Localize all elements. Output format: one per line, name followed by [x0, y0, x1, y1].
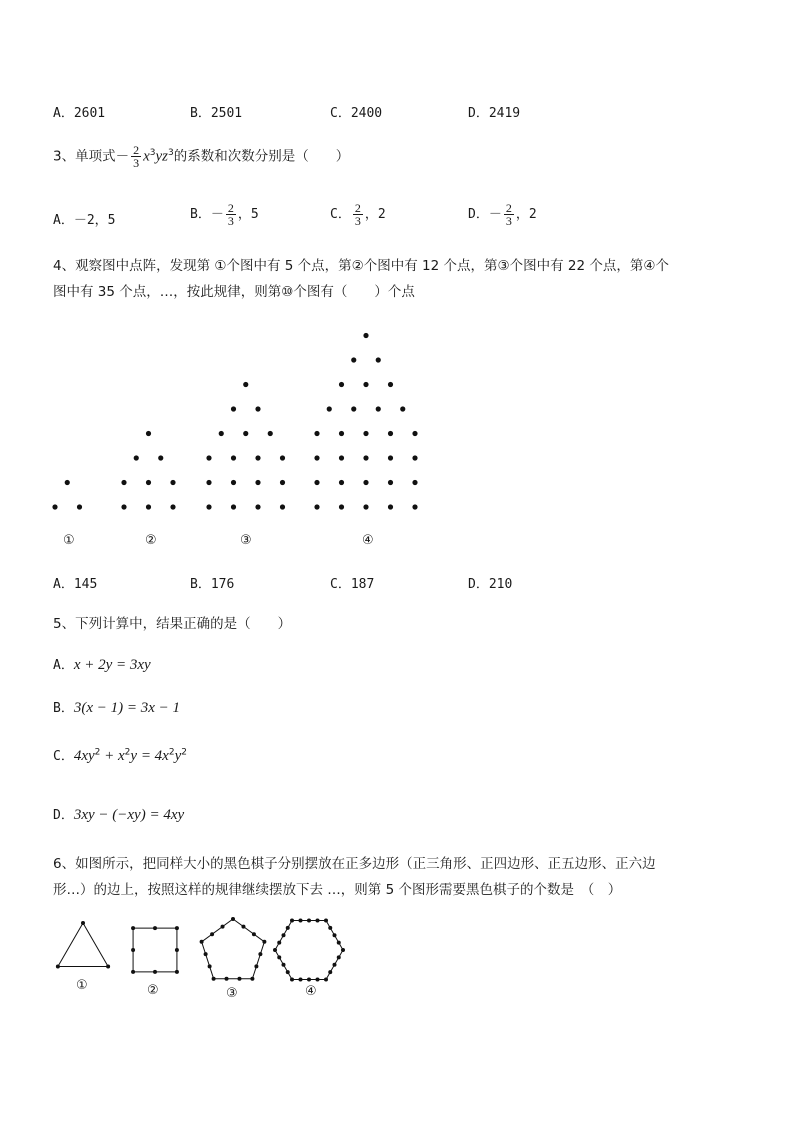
q5-option-c-expr-a: 4xy	[73, 748, 95, 764]
stone	[333, 963, 337, 967]
stone	[282, 963, 286, 967]
q6-polygon-2	[131, 926, 179, 974]
stone	[328, 926, 332, 930]
q6-polygon-3	[200, 917, 267, 981]
stone	[316, 919, 320, 923]
q6-polygon-4	[273, 919, 345, 982]
stone	[307, 977, 311, 981]
stone	[241, 925, 245, 929]
q4-stem-line1: 4、观察图中点阵，发现第 ①个图中有 5 个点，第②个图中有 12 个点，第③个图中有 22 个点，第④个	[53, 258, 669, 274]
q3-option-b-label: B．－	[190, 207, 224, 222]
q3-option-d-tail: ，2	[515, 207, 537, 222]
q5-option-b-expr: 3(x − 1) = 3x − 1	[73, 700, 180, 716]
polygon-outline	[275, 921, 343, 980]
stone	[175, 970, 179, 974]
q3-var-z: z	[162, 148, 169, 165]
q5-option-c-expr-c: y = 4x	[130, 748, 169, 764]
q4-option-b: B．176	[190, 577, 235, 592]
q4-option-d: D．210	[468, 577, 513, 592]
q5-option-c-label: C．	[53, 749, 74, 764]
q4-figure-label-1: ①	[63, 533, 75, 548]
q3-option-d-label: D．－	[468, 207, 502, 222]
q5-option-c-expr-d: y	[174, 748, 182, 764]
stone	[254, 964, 258, 968]
stone	[258, 952, 262, 956]
stone	[204, 952, 208, 956]
stone	[307, 919, 311, 923]
stone	[299, 977, 303, 981]
q3-exp-x: 3	[149, 148, 156, 158]
stone	[290, 977, 294, 981]
q4-stem-line2: 图中有 35 个点，…，按此规律，则第⑩个图有（ ）个点	[53, 284, 415, 300]
q3-option-b-tail: ，5	[237, 207, 259, 222]
stone	[210, 932, 214, 936]
q3-option-a: A．－2，5	[53, 213, 116, 228]
q3-exp-z: 3	[168, 148, 174, 158]
stone	[286, 970, 290, 974]
q2-option-a: A．2601	[53, 106, 106, 121]
q5-option-d-expr: 3xy − (−xy) = 4xy	[73, 807, 185, 823]
q6-figure-label-2: ②	[147, 983, 159, 998]
stone	[337, 941, 341, 945]
q3-frac-num: 2	[133, 143, 140, 157]
stone	[273, 948, 277, 952]
stone	[175, 948, 179, 952]
stone	[316, 977, 320, 981]
stone	[221, 925, 225, 929]
q4-option-a: A．145	[53, 577, 98, 592]
q5-option-c-exp1: 2	[94, 747, 101, 758]
q5-option-d-label: D．	[53, 808, 74, 823]
stone	[131, 970, 135, 974]
stone	[250, 977, 254, 981]
q5-option-c-exp4: 2	[181, 747, 187, 758]
polygon-outline	[133, 928, 177, 972]
q3-prefix: 3、单项式	[53, 148, 116, 165]
q4-figure-label-4: ④	[362, 533, 374, 548]
stone	[333, 933, 337, 937]
stone	[324, 919, 328, 923]
stone	[337, 955, 341, 959]
q3-option-c-den: 3	[354, 214, 361, 228]
q3-option-c-label: C．	[330, 207, 351, 222]
stone	[81, 921, 85, 925]
stone	[286, 926, 290, 930]
q3-option-b-den: 3	[227, 214, 234, 228]
q3-option-c-num: 2	[354, 201, 361, 215]
q3-option-d-num: 2	[505, 201, 512, 215]
stone	[153, 926, 157, 930]
q6-figure-label-3: ③	[226, 986, 238, 1001]
stone	[277, 941, 281, 945]
stone	[290, 919, 294, 923]
q6-figure-label-1: ①	[76, 978, 88, 993]
stone	[262, 940, 266, 944]
stone	[175, 926, 179, 930]
polygon-outline	[58, 923, 108, 967]
stone	[328, 970, 332, 974]
q4-option-c: C．187	[330, 577, 375, 592]
q5-option-a-label: A．	[53, 658, 74, 673]
q2-option-b: B．2501	[190, 106, 243, 121]
stone	[282, 933, 286, 937]
q5-option-c-exp3: 2	[168, 747, 175, 758]
q5-option-c-expr-b: + x	[100, 748, 125, 764]
q3-var-y: y	[155, 148, 163, 165]
stone	[212, 977, 216, 981]
q3-minus: －	[115, 148, 130, 165]
q5-stem: 5、下列计算中，结果正确的是（ ）	[53, 616, 292, 632]
q6-stem-line1: 6、如图所示，把同样大小的黑色棋子分别摆放在正多边形（正三角形、正四边形、正五边形、正六边	[53, 856, 656, 872]
q4-figure-label-3: ③	[240, 533, 252, 548]
stone	[200, 940, 204, 944]
q2-option-d: D．2419	[468, 106, 521, 121]
q3-option-c-tail: ，2	[364, 207, 386, 222]
q4-figure-label-2: ②	[145, 533, 157, 548]
q3-var-x: x	[143, 148, 150, 165]
stone	[324, 977, 328, 981]
q6-polygon-1	[56, 921, 110, 969]
polygon-outline	[202, 919, 265, 979]
stone	[277, 955, 281, 959]
stone	[56, 965, 60, 969]
q6-stem-line2: 形…）的边上，按照这样的规律继续摆放下去 …，则第 5 个图形需要黑色棋子的个数是 （ ）	[53, 882, 622, 898]
q3-option-b-num: 2	[227, 201, 234, 215]
stone	[131, 926, 135, 930]
stone	[225, 977, 229, 981]
q2-option-c: C．2400	[330, 106, 383, 121]
q5-option-a-expr: x + 2y = 3xy	[73, 657, 151, 673]
stone	[341, 948, 345, 952]
q5-option-b-label: B．	[53, 701, 74, 716]
stone	[208, 964, 212, 968]
stone	[231, 917, 235, 921]
stone	[252, 932, 256, 936]
stone	[106, 965, 110, 969]
stone	[299, 919, 303, 923]
q3-frac-den: 3	[133, 156, 140, 170]
q5-option-c-exp2: 2	[124, 747, 131, 758]
q3-option-d-den: 3	[505, 214, 512, 228]
q6-figure-label-4: ④	[305, 984, 317, 999]
stone	[153, 970, 157, 974]
stone	[237, 977, 241, 981]
stone	[131, 948, 135, 952]
q3-suffix: 的系数和次数分别是（ ）	[173, 148, 350, 165]
